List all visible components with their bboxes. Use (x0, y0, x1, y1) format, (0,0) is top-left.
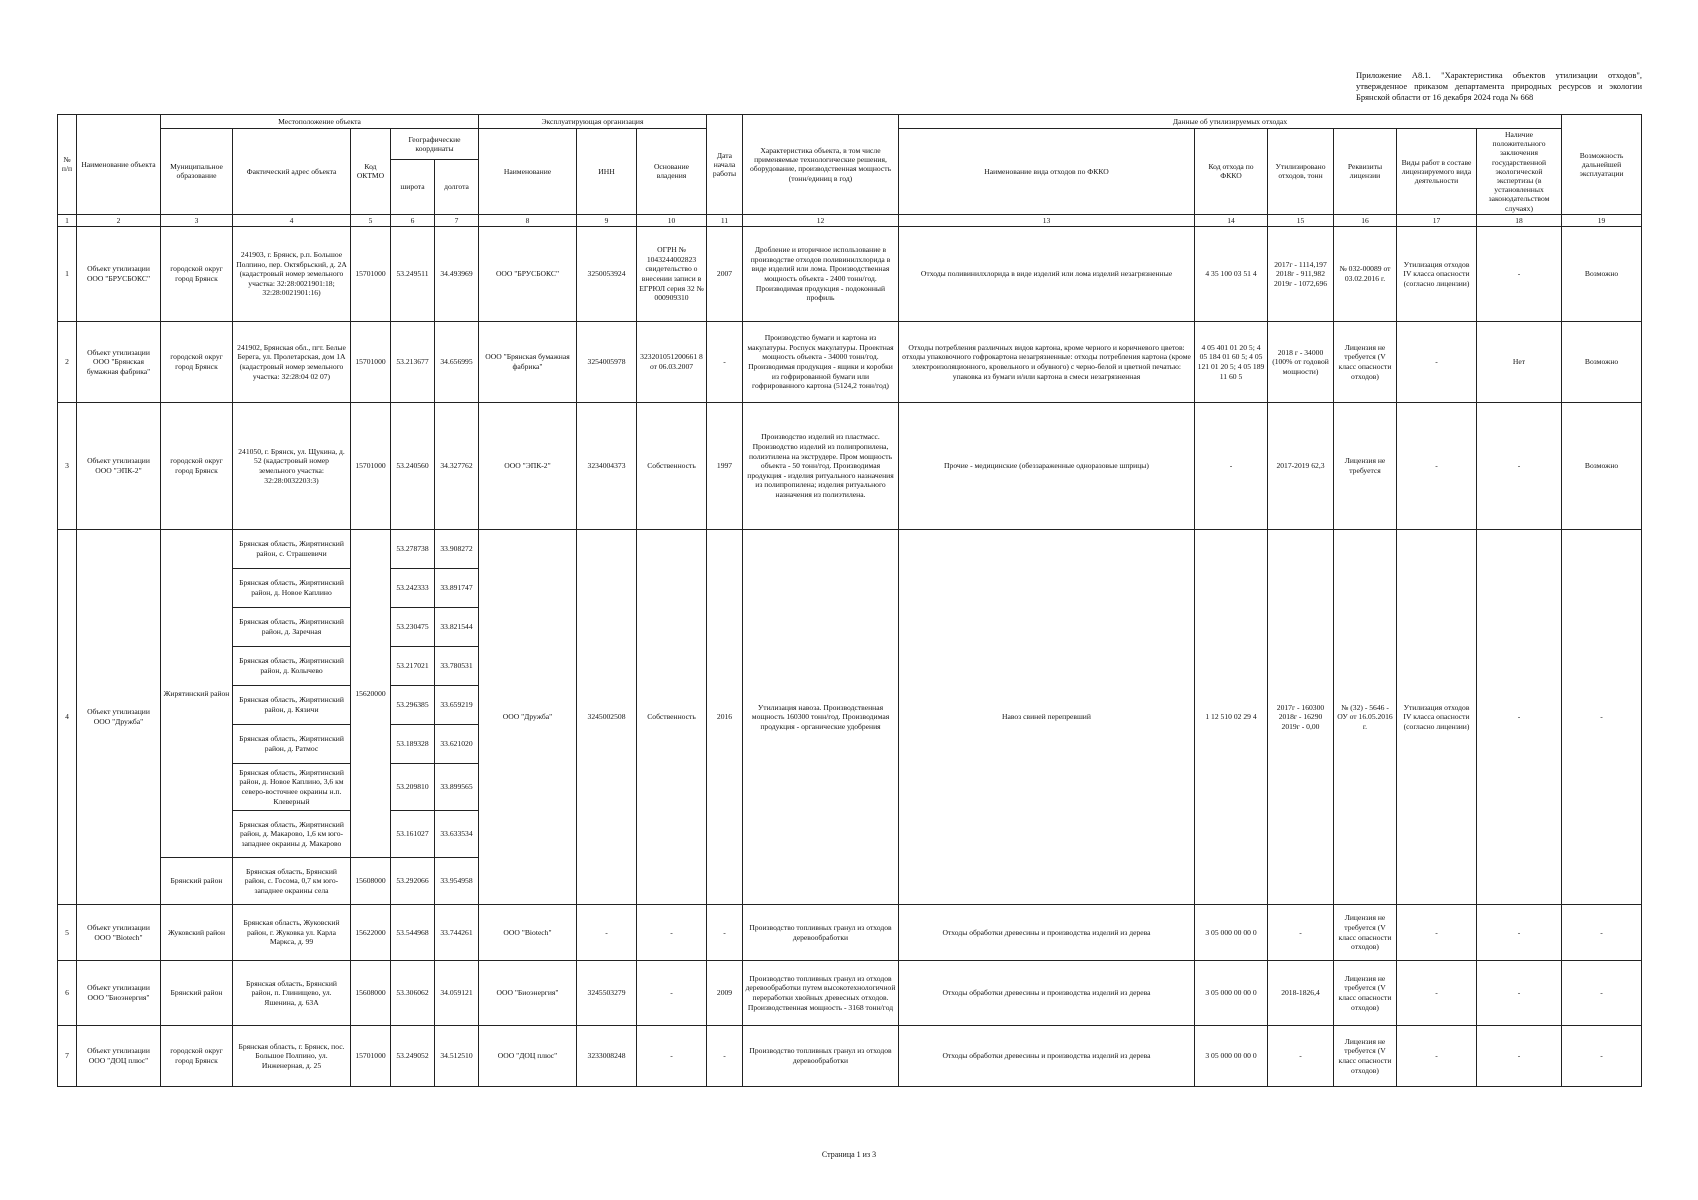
cell-waste-name: Отходы потребления различных видов картона, кроме черного и коричневого цветов: отходы упаковочного гофрокартона незагрязненные: отходы потребления картона (кроме электроизоляционного, кровельного и обувного) с черно-белой и цветной печатью: упаковка из бумаги и/или картона в смеси незагрязненная (899, 322, 1195, 403)
cell-address: Брянская область, Жирятинский район, д. Новое Каплино (233, 569, 351, 608)
cell-lon: 33.744261 (435, 905, 479, 961)
cell-work-types: - (1397, 403, 1477, 530)
cell-waste-name: Отходы обработки древесины и производства изделий из дерева (899, 905, 1195, 961)
cell-expertise: - (1477, 403, 1562, 530)
cell-lon: 34.656995 (435, 322, 479, 403)
cell-name: Объект утилизации ООО "Брянская бумажная фабрика" (77, 322, 161, 403)
cell-waste-name: Отходы обработки древесины и производства изделий из дерева (899, 961, 1195, 1026)
cell-further: - (1562, 905, 1642, 961)
cell-num: 5 (58, 905, 77, 961)
cell-utilized: 2017-2019 62,3 (1268, 403, 1334, 530)
table-row (58, 905, 1642, 961)
cell-fkko: 3 05 000 00 00 0 (1195, 905, 1268, 961)
cell-lon: 33.821544 (435, 608, 479, 647)
hdr-utilized: Утилизировано отходов, тонн (1268, 129, 1334, 215)
col-number: 16 (1334, 214, 1397, 226)
cell-oktmo: 15622000 (351, 905, 391, 961)
cell-license: Лицензия не требуется (V класс опасности отходов) (1334, 1026, 1397, 1087)
waste-facilities-table (57, 114, 1642, 1087)
cell-inn: 3233008248 (577, 1026, 637, 1087)
cell-lat: 53.292066 (391, 858, 435, 905)
cell-name: Объект утилизации ООО "ДОЦ плюс" (77, 1026, 161, 1087)
cell-lon: 34.512510 (435, 1026, 479, 1087)
cell-oktmo: 15701000 (351, 403, 391, 530)
cell-waste-name: Отходы поливинилхлорида в виде изделий или лома изделий незагрязненные (899, 227, 1195, 322)
cell-lon: 33.899565 (435, 764, 479, 811)
col-number: 12 (743, 214, 899, 226)
cell-lat: 53.249511 (391, 227, 435, 322)
cell-license: Лицензия не требуется (V класс опасности отходов) (1334, 905, 1397, 961)
table-row (58, 1026, 1642, 1087)
hdr-inn: ИНН (577, 129, 637, 215)
cell-license: Лицензия не требуется (V класс опасности отходов) (1334, 322, 1397, 403)
hdr-work-types: Виды работ в составе лицензируемого вида деятельности (1397, 129, 1477, 215)
cell-start: 2016 (707, 530, 743, 905)
col-number: 1 (58, 214, 77, 226)
hdr-fkko: Код отхода по ФККО (1195, 129, 1268, 215)
cell-fkko: - (1195, 403, 1268, 530)
hdr-characteristics: Характеристика объекта, в том числе применяемые технологические решения, оборудование, производственная мощность (тонн/единиц в год) (743, 115, 899, 215)
cell-work-types: - (1397, 322, 1477, 403)
cell-oktmo: 15701000 (351, 1026, 391, 1087)
cell-lat: 53.544968 (391, 905, 435, 961)
cell-fkko: 1 12 510 02 29 4 (1195, 530, 1268, 905)
col-number: 5 (351, 214, 391, 226)
cell-further: Возможно (1562, 322, 1642, 403)
table-row (58, 227, 1642, 322)
cell-inn: - (577, 905, 637, 961)
cell-further: Возможно (1562, 403, 1642, 530)
cell-expertise: - (1477, 227, 1562, 322)
cell-utilized: 2017г - 1114,197 2018г - 911,982 2019г - 1072,696 (1268, 227, 1334, 322)
cell-name: Объект утилизации ООО "Биоэнергия" (77, 961, 161, 1026)
cell-waste-name: Отходы обработки древесины и производства изделий из дерева (899, 1026, 1195, 1087)
hdr-basis: Основание владения (637, 129, 707, 215)
cell-start: - (707, 322, 743, 403)
cell-address: Брянская область, г. Брянск, пос. Большое Полпино, ул. Инженерная, д. 25 (233, 1026, 351, 1087)
column-number-row (58, 214, 1642, 226)
cell-num: 6 (58, 961, 77, 1026)
hdr-municipality: Муниципальное образование (161, 129, 233, 215)
cell-municipality: Брянский район (161, 858, 233, 905)
cell-license: № 032-00089 от 03.02.2016 г. (1334, 227, 1397, 322)
cell-work-types: Утилизация отходов IV класса опасности (согласно лицензии) (1397, 530, 1477, 905)
cell-num: 2 (58, 322, 77, 403)
cell-org-name: ООО "БРУСБОКС" (479, 227, 577, 322)
cell-municipality: городской округ город Брянск (161, 227, 233, 322)
cell-expertise: Нет (1477, 322, 1562, 403)
cell-num: 1 (58, 227, 77, 322)
header-note: Приложение А8.1. "Характеристика объектов утилизации отходов", утвержденное приказом департамента природных ресурсов и экологии Брянской области от 16 декабря 2024 года № 668 (1356, 70, 1642, 102)
cell-expertise: - (1477, 1026, 1562, 1087)
cell-name: Объект утилизации ООО "БРУСБОКС" (77, 227, 161, 322)
col-number: 17 (1397, 214, 1477, 226)
cell-characteristics: Утилизация навоза. Производственная мощность 160300 тонн/год. Производимая продукция - органические удобрения (743, 530, 899, 905)
cell-municipality: Брянский район (161, 961, 233, 1026)
table-row (58, 530, 1642, 569)
cell-basis: - (637, 905, 707, 961)
cell-num: 3 (58, 403, 77, 530)
cell-waste-name: Прочие - медицинские (обеззараженные одноразовые шприцы) (899, 403, 1195, 530)
cell-municipality: городской округ город Брянск (161, 322, 233, 403)
cell-name: Объект утилизации ООО "ЭПК-2" (77, 403, 161, 530)
hdr-start: Дата начала работы (707, 115, 743, 215)
col-number: 18 (1477, 214, 1562, 226)
cell-basis: Собственность (637, 403, 707, 530)
cell-lon: 33.633534 (435, 811, 479, 858)
cell-lon: 33.954958 (435, 858, 479, 905)
cell-work-types: - (1397, 1026, 1477, 1087)
col-number: 13 (899, 214, 1195, 226)
cell-lon: 34.327762 (435, 403, 479, 530)
cell-municipality: городской округ город Брянск (161, 403, 233, 530)
hdr-operator-group: Эксплуатирующая организация (479, 115, 707, 129)
cell-waste-name: Навоз свиней перепревший (899, 530, 1195, 905)
cell-num: 7 (58, 1026, 77, 1087)
hdr-name: Наименование объекта (77, 115, 161, 215)
hdr-license: Реквизиты лицензии (1334, 129, 1397, 215)
cell-expertise: - (1477, 530, 1562, 905)
cell-oktmo: 15701000 (351, 227, 391, 322)
cell-org-name: ООО "ДОЦ плюс" (479, 1026, 577, 1087)
cell-characteristics: Производство изделий из пластмасс. Производство изделий из полипропилена, полиэтилена на экструдере. Пром мощность объекта - 50 тонн/год. Производимая продукция - изделия ритуального назначения из полипропилена; изделия ритуального назначения из полиэтилена. (743, 403, 899, 530)
cell-address: Брянская область, Брянский район, п. Глинищево, ул. Яшенина, д. 63А (233, 961, 351, 1026)
hdr-waste-group: Данные об утилизируемых отходах (899, 115, 1562, 129)
col-number: 6 (391, 214, 435, 226)
cell-lat: 53.213677 (391, 322, 435, 403)
col-number: 11 (707, 214, 743, 226)
cell-inn: 3245503279 (577, 961, 637, 1026)
cell-fkko: 4 35 100 03 51 4 (1195, 227, 1268, 322)
cell-inn: 3250053924 (577, 227, 637, 322)
cell-utilized: - (1268, 905, 1334, 961)
cell-characteristics: Производство топливных гранул из отходов деревообработки (743, 1026, 899, 1087)
cell-lat: 53.278738 (391, 530, 435, 569)
page-footer: Страница 1 из 3 (821, 1150, 877, 1159)
cell-fkko: 3 05 000 00 00 0 (1195, 961, 1268, 1026)
cell-basis: ОГРН № 1043244002823 свидетельство о внесении записи в ЕГРЮЛ серия 32 № 000909310 (637, 227, 707, 322)
cell-name: Объект утилизации ООО "Дружба" (77, 530, 161, 905)
cell-lat: 53.161027 (391, 811, 435, 858)
hdr-address: Фактический адрес объекта (233, 129, 351, 215)
cell-work-types: Утилизация отходов IV класса опасности (согласно лицензии) (1397, 227, 1477, 322)
cell-address: Брянская область, Жирятинский район, д. Колычево (233, 647, 351, 686)
col-number: 7 (435, 214, 479, 226)
cell-license: Лицензия не требуется (1334, 403, 1397, 530)
cell-municipality: городской округ город Брянск (161, 1026, 233, 1087)
cell-address: Брянская область, Жирятинский район, д. Ратмос (233, 725, 351, 764)
cell-oktmo: 15608000 (351, 858, 391, 905)
cell-municipality: Жирятинский район (161, 530, 233, 858)
cell-utilized: - (1268, 1026, 1334, 1087)
hdr-waste-name: Наименование вида отходов по ФККО (899, 129, 1195, 215)
cell-oktmo: 15608000 (351, 961, 391, 1026)
cell-start: 1997 (707, 403, 743, 530)
cell-address: Брянская область, Брянский район, с. Госома, 0,7 км юго-западнее окраины села (233, 858, 351, 905)
cell-address: Брянская область, Жуковский район, г. Жуковка ул. Карла Маркса, д. 99 (233, 905, 351, 961)
cell-start: - (707, 905, 743, 961)
col-number: 9 (577, 214, 637, 226)
cell-lat: 53.189328 (391, 725, 435, 764)
cell-lat: 53.306062 (391, 961, 435, 1026)
cell-further: - (1562, 530, 1642, 905)
cell-municipality: Жуковский район (161, 905, 233, 961)
cell-start: 2007 (707, 227, 743, 322)
table-row (58, 403, 1642, 530)
cell-fkko: 4 05 401 01 20 5; 4 05 184 01 60 5; 4 05 121 01 20 5; 4 05 189 11 60 5 (1195, 322, 1268, 403)
cell-lat: 53.240560 (391, 403, 435, 530)
hdr-location-group: Местоположение объекта (161, 115, 479, 129)
cell-start: 2009 (707, 961, 743, 1026)
cell-lat: 53.296385 (391, 686, 435, 725)
cell-characteristics: Производство топливных гранул из отходов деревообработки путем высокотехнологичной переработки хвойных древесных отходов. Производственная мощность - 3168 тонн/год (743, 961, 899, 1026)
cell-license: Лицензия не требуется (V класс опасности отходов) (1334, 961, 1397, 1026)
cell-name: Объект утилизации ООО "Biotech" (77, 905, 161, 961)
hdr-num: № п/п (58, 115, 77, 215)
cell-org-name: ООО "Биоэнергия" (479, 961, 577, 1026)
cell-further: - (1562, 1026, 1642, 1087)
cell-lat: 53.209810 (391, 764, 435, 811)
cell-address: 241050, г. Брянск, ул. Щукина, д. 52 (кадастровый номер земельного участка: 32:28:0032203:3) (233, 403, 351, 530)
cell-fkko: 3 05 000 00 00 0 (1195, 1026, 1268, 1087)
cell-inn: 3254005978 (577, 322, 637, 403)
col-number: 2 (77, 214, 161, 226)
cell-oktmo: 15701000 (351, 322, 391, 403)
cell-inn: 3245002508 (577, 530, 637, 905)
cell-address: Брянская область, Жирятинский район, с. Страшевичи (233, 530, 351, 569)
hdr-oktmo: Код ОКТМО (351, 129, 391, 215)
cell-address: Брянская область, Жирятинский район, д. Заречная (233, 608, 351, 647)
cell-address: Брянская область, Жирятинский район, д. Кязичи (233, 686, 351, 725)
hdr-lon: долгота (435, 159, 479, 214)
cell-expertise: - (1477, 961, 1562, 1026)
col-number: 8 (479, 214, 577, 226)
col-number: 4 (233, 214, 351, 226)
cell-lon: 33.908272 (435, 530, 479, 569)
cell-lon: 33.659219 (435, 686, 479, 725)
cell-lon: 33.891747 (435, 569, 479, 608)
cell-lon: 33.780531 (435, 647, 479, 686)
cell-license: № (32) - 5646 - ОУ от 16.05.2016 г. (1334, 530, 1397, 905)
cell-num: 4 (58, 530, 77, 905)
hdr-geo-group: Географические координаты (391, 129, 479, 160)
cell-basis: Собственность (637, 530, 707, 905)
cell-address: 241903, г. Брянск, р.п. Большое Полпино, пер. Октябрьский, д. 2А (кадастровый номер земельного участка: 32:28:0021901:18; 32:28:0021901:16) (233, 227, 351, 322)
cell-address: Брянская область, Жирятинский район, д. Макарово, 1,6 км юго-западнее окраины д. Макарово (233, 811, 351, 858)
table-row (58, 961, 1642, 1026)
cell-expertise: - (1477, 905, 1562, 961)
cell-lat: 53.249052 (391, 1026, 435, 1087)
cell-oktmo: 15620000 (351, 530, 391, 858)
col-number: 19 (1562, 214, 1642, 226)
cell-lon: 33.621020 (435, 725, 479, 764)
cell-further: Возможно (1562, 227, 1642, 322)
cell-org-name: ООО "Biotech" (479, 905, 577, 961)
cell-work-types: - (1397, 905, 1477, 961)
col-number: 3 (161, 214, 233, 226)
cell-basis: - (637, 1026, 707, 1087)
cell-lat: 53.217021 (391, 647, 435, 686)
cell-characteristics: Дробление и вторичное использование в производстве отходов поливинилхлорида в виде изделий или лома. Производственная мощность объекта - 2400 тонн/год. Производимая продукция - подоконный профиль (743, 227, 899, 322)
cell-further: - (1562, 961, 1642, 1026)
cell-address: Брянская область, Жирятинский район, д. Новое Каплино, 3,6 км северо-восточнее окраины н.п. Клеверный (233, 764, 351, 811)
cell-org-name: ООО "ЭПК-2" (479, 403, 577, 530)
hdr-further: Возможность дальнейшей эксплуатации (1562, 115, 1642, 215)
cell-org-name: ООО "Брянская бумажная фабрика" (479, 322, 577, 403)
table-row (58, 322, 1642, 403)
cell-utilized: 2018 г - 34000 (100% от годовой мощности) (1268, 322, 1334, 403)
hdr-expertise: Наличие положительного заключения государственной экологической экспертизы (в установленных законодательством случаях) (1477, 129, 1562, 215)
cell-lon: 34.059121 (435, 961, 479, 1026)
cell-lat: 53.230475 (391, 608, 435, 647)
cell-utilized: 2018-1826,4 (1268, 961, 1334, 1026)
cell-work-types: - (1397, 961, 1477, 1026)
hdr-lat: широта (391, 159, 435, 214)
cell-lon: 34.493969 (435, 227, 479, 322)
col-number: 15 (1268, 214, 1334, 226)
cell-characteristics: Производство бумаги и картона из макулатуры. Роспуск макулатуры. Проектная мощность объекта - 34000 тонн/год. Производимая продукция - ящики и коробки из гофрированной бумаги или гофрированного картона (5124,2 тонн/год) (743, 322, 899, 403)
cell-address: 241902, Брянская обл., пгт. Белые Берега, ул. Пролетарская, дом 1А (кадастровый номер земельного участка: 32:28:04 02 07) (233, 322, 351, 403)
cell-inn: 3234004373 (577, 403, 637, 530)
cell-start: - (707, 1026, 743, 1087)
cell-lat: 53.242333 (391, 569, 435, 608)
hdr-org-name: Наименование (479, 129, 577, 215)
col-number: 10 (637, 214, 707, 226)
cell-basis: 323201051200661 8 от 06.03.2007 (637, 322, 707, 403)
cell-utilized: 2017г - 160300 2018г - 16290 2019г - 0,00 (1268, 530, 1334, 905)
cell-characteristics: Производство топливных гранул из отходов деревообработки (743, 905, 899, 961)
cell-org-name: ООО "Дружба" (479, 530, 577, 905)
col-number: 14 (1195, 214, 1268, 226)
cell-basis: - (637, 961, 707, 1026)
